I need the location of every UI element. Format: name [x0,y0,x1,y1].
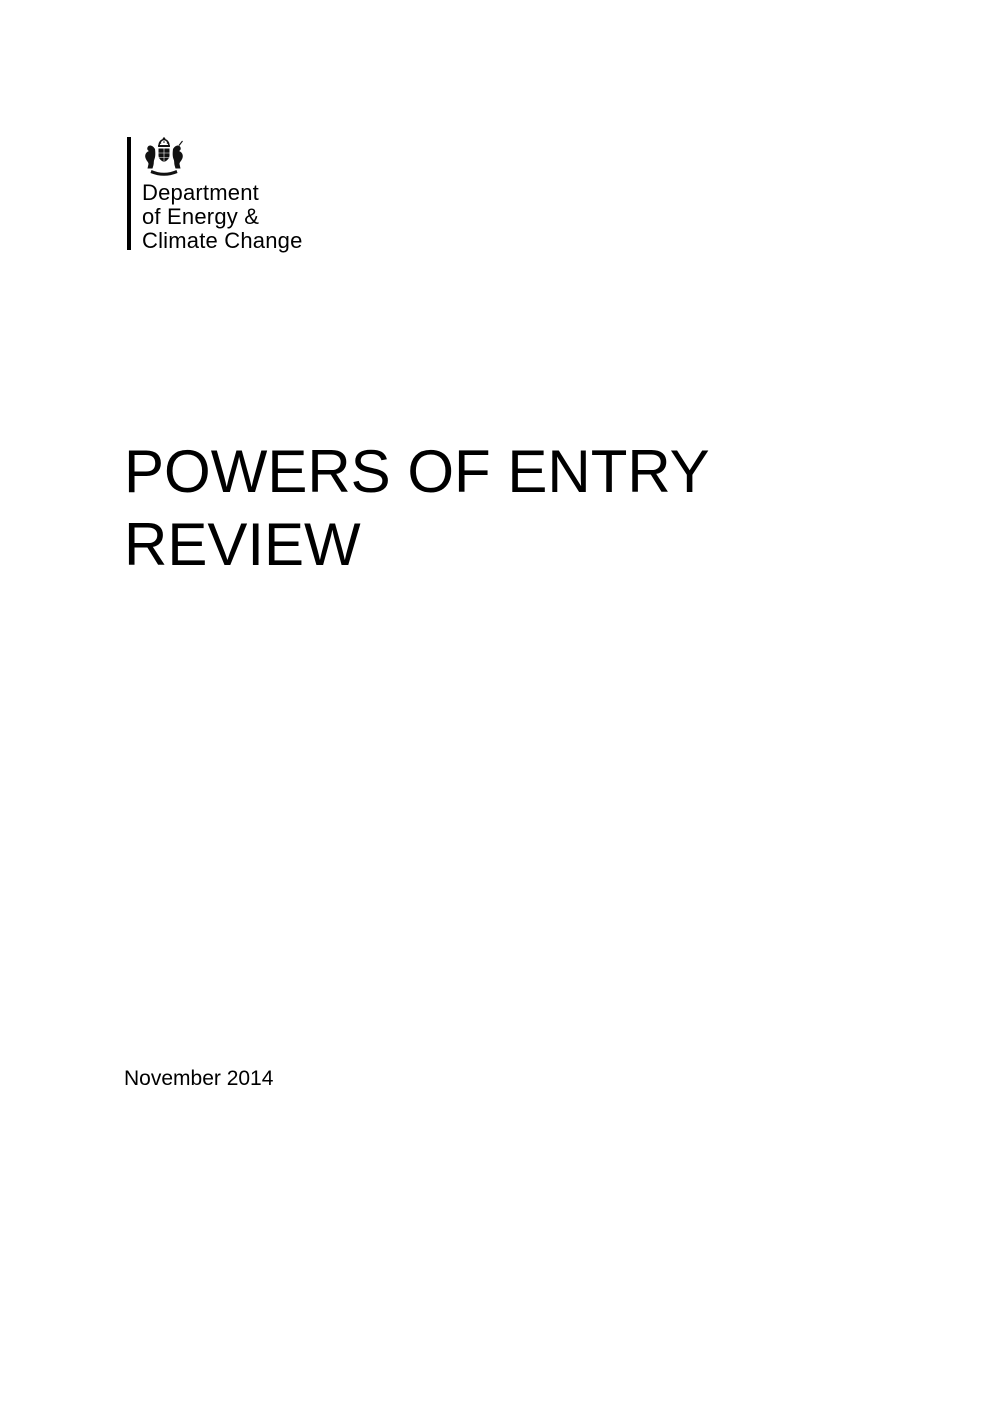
publication-date: November 2014 [124,1067,274,1090]
decc-logo [127,137,347,257]
royal-coat-of-arms-icon [140,137,188,181]
logo-line-1: Department [142,180,259,205]
document-title-line-1: POWERS OF ENTRY [124,438,710,505]
logo-line-3: Climate Change [142,228,303,253]
logo-vertical-bar [127,137,131,250]
logo-department-name [142,181,303,253]
document-title-line-2: REVIEW [124,511,361,578]
document-title [124,435,710,581]
logo-line-2: of Energy & [142,204,260,229]
